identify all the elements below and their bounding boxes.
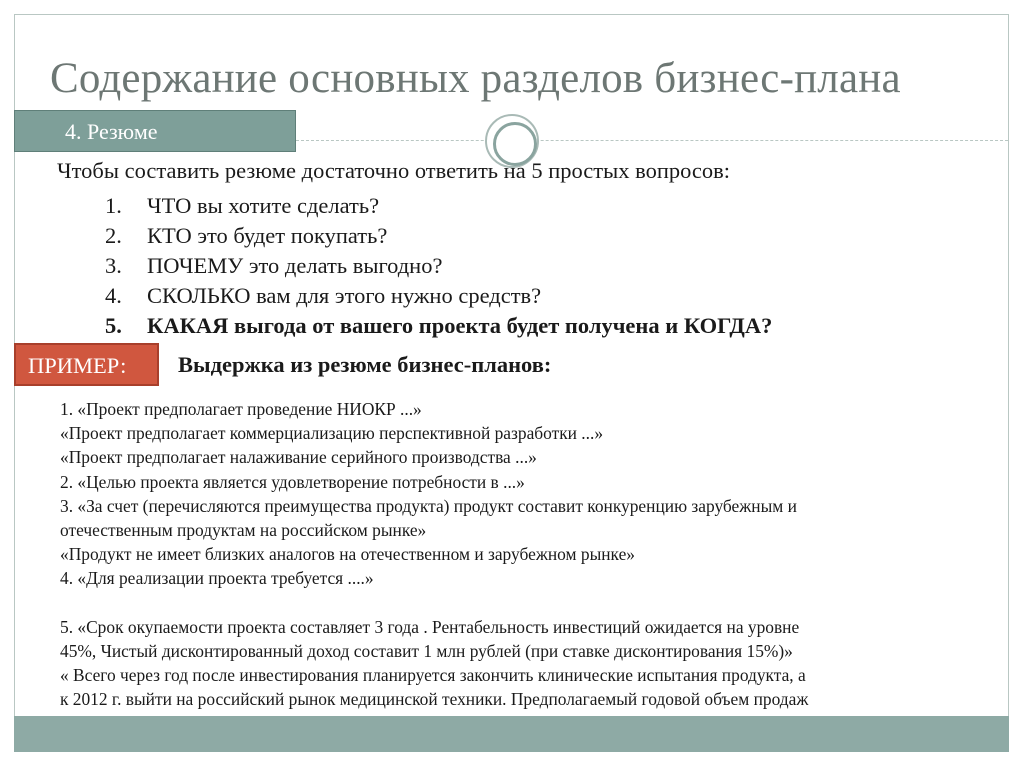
excerpt-line: 45%, Чистый дисконтированный доход составит 1 млн рублей (при ставке дисконтирования 15%)» bbox=[60, 641, 793, 662]
excerpt-line: « Всего через год после инвестирования планируется закончить клинические испытания продукта, а bbox=[60, 665, 806, 686]
excerpt-line: 4. «Для реализации проекта требуется ....» bbox=[60, 568, 374, 589]
question-item bbox=[105, 311, 772, 341]
question-text: КТО это будет покупать? bbox=[147, 223, 388, 248]
question-item bbox=[105, 281, 772, 311]
excerpt-line: «Проект предполагает налаживание серийного производства ...» bbox=[60, 447, 537, 468]
example-title: Выдержка из резюме бизнес-планов: bbox=[178, 352, 552, 377]
intro-text: Чтобы составить резюме достаточно ответить на 5 простых вопросов: bbox=[57, 158, 731, 183]
excerpt-line: отечественным продуктам на российском рынке» bbox=[60, 520, 427, 541]
question-number: 5. bbox=[105, 313, 122, 338]
section-label: 4. Резюме bbox=[14, 110, 296, 152]
excerpt-line: 2. «Целью проекта является удовлетворение потребности в ...» bbox=[60, 471, 525, 492]
example-badge: ПРИМЕР: bbox=[14, 343, 159, 386]
question-text: ПОЧЕМУ это делать выгодно? bbox=[147, 253, 443, 278]
question-number: 3. bbox=[105, 253, 122, 278]
question-number: 1. bbox=[105, 193, 122, 218]
questions-list bbox=[105, 191, 772, 341]
excerpt-line: «Проект предполагает коммерциализацию перспективной разработки ...» bbox=[60, 423, 604, 444]
question-number: 4. bbox=[105, 283, 122, 308]
question-text: СКОЛЬКО вам для этого нужно средств? bbox=[147, 283, 542, 308]
slide-title: Содержание основных разделов бизнес-плана bbox=[50, 55, 901, 102]
question-text: ЧТО вы хотите сделать? bbox=[147, 193, 380, 218]
question-number: 2. bbox=[105, 223, 122, 248]
question-item bbox=[105, 251, 772, 281]
excerpt-line: 3. «За счет (перечисляются преимущества продукта) продукт составит конкуренцию зарубежным и bbox=[60, 495, 797, 516]
excerpts-block bbox=[60, 397, 1015, 736]
section-divider bbox=[296, 140, 1008, 141]
excerpt-spacer bbox=[60, 591, 1015, 615]
excerpt-line: «Продукт не имеет близких аналогов на отечественном и зарубежном рынке» bbox=[60, 544, 635, 565]
question-item bbox=[105, 191, 772, 221]
question-text: КАКАЯ выгода от вашего проекта будет получена и КОГДА? bbox=[147, 313, 773, 338]
question-item bbox=[105, 221, 772, 251]
excerpt-line: к 2012 г. выйти на российский рынок медицинской техники. Предполагаемый годовой объем продаж bbox=[60, 689, 809, 710]
excerpt-line: 1. «Проект предполагает проведение НИОКР ...» bbox=[60, 399, 422, 419]
footer-bar bbox=[14, 716, 1009, 752]
excerpt-line: 5. «Срок окупаемости проекта составляет 3 года . Рентабельность инвестиций ожидается на уровне bbox=[60, 616, 800, 637]
